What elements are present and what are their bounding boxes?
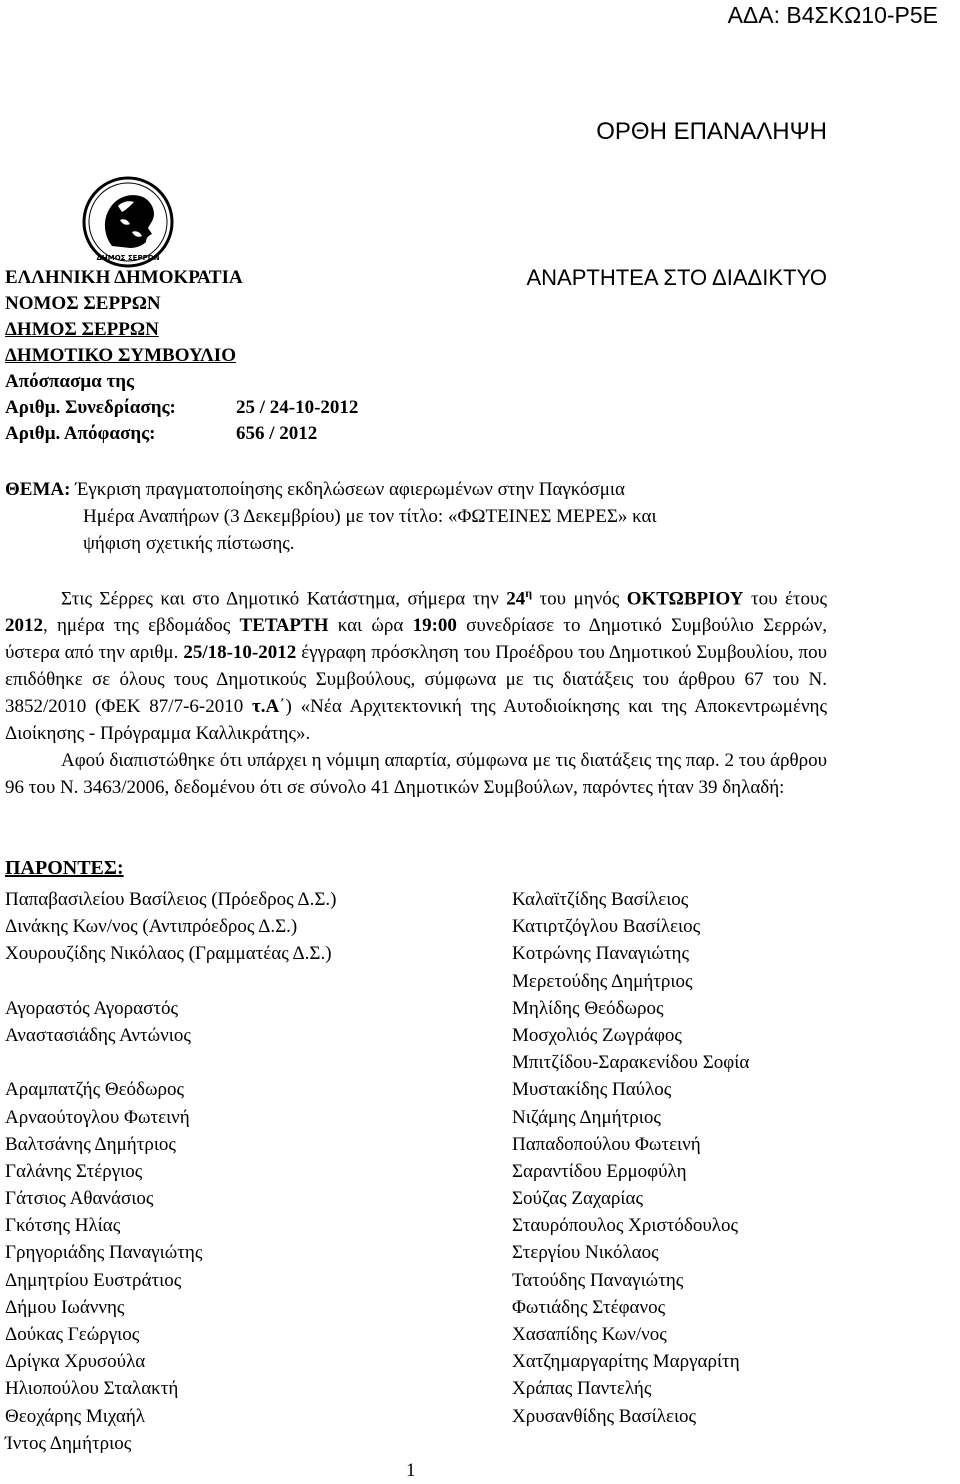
member-name: Χράπας Παντελής <box>512 1378 652 1400</box>
subject-block <box>5 476 825 557</box>
council-name: ΔΗΜΟΤΙΚΟ ΣΥΜΒΟΥΛΙΟ <box>5 345 236 366</box>
member-name: Κοτρώνης Παναγιώτης <box>512 943 689 965</box>
decision-line <box>5 421 358 447</box>
member-name: Βαλτσάνης Δημήτριος <box>5 1133 176 1155</box>
member-name: Μοσχολιός Ζωγράφος <box>512 1024 682 1046</box>
member-name: Μερετούδης Δημήτριος <box>512 970 693 992</box>
member-name: Αναστασιάδης Αντώνιος <box>5 1024 191 1046</box>
member-name: Δινάκης Κων/νος (Αντιπρόεδρος Δ.Σ.) <box>5 916 298 938</box>
member-name: Γαλάνης Στέργιος <box>5 1160 143 1182</box>
member-name: Θεοχάρης Μιχαήλ <box>5 1405 145 1427</box>
member-name: Αραμπατζής Θεόδωρος <box>5 1079 185 1101</box>
present-title: ΠΑΡΟΝΤΕΣ: <box>5 857 124 879</box>
subject-label: ΘΕΜΑ: <box>5 479 71 500</box>
present-list-left <box>5 886 337 1457</box>
document-header <box>5 265 358 447</box>
member-name: Γκότσης Ηλίας <box>5 1215 121 1237</box>
member-name: Ίντος Δημήτριος <box>5 1432 132 1454</box>
member-name: Αρναούτογλου Φωτεινή <box>5 1106 190 1128</box>
member-name: Δρίγκα Χρυσούλα <box>5 1351 146 1373</box>
member-name: Χατζημαργαρίτης Μαργαρίτη <box>512 1351 740 1373</box>
republic-name: ΕΛΛΗΝΙΚΗ ΔΗΜΟΚΡΑΤΙΑ <box>5 267 243 288</box>
member-name: Χασαπίδης Κων/νος <box>512 1324 667 1345</box>
decision-value: 656 / 2012 <box>236 423 318 444</box>
member-name <box>5 968 337 995</box>
member-name: Γάτσιος Αθανάσιος <box>5 1188 154 1210</box>
online-publish-label: ΑΝΑΡΤΗΤΕΑ ΣΤΟ ΔΙΑΔΙΚΤΥΟ <box>526 265 827 290</box>
member-name: Χρυσανθίδης Βασίλειος <box>512 1405 697 1427</box>
municipality-name: ΔΗΜΟΣ ΣΕΡΡΩΝ <box>5 319 159 340</box>
member-name: Μυστακίδης Παύλος <box>512 1079 672 1101</box>
subject-line-2: Ημέρα Αναπήρων (3 Δεκεμβρίου) με τον τίτλο: «ΦΩΤΕΙΝΕΣ ΜΕΡΕΣ» και <box>83 506 657 527</box>
present-list-right <box>512 886 749 1430</box>
member-name: Δούκας Γεώργιος <box>5 1324 140 1345</box>
member-name: Παπαδοπούλου Φωτεινή <box>512 1133 701 1155</box>
member-name: Μηλίδης Θεόδωρος <box>512 997 664 1019</box>
member-name: Αγοραστός Αγοραστός <box>5 997 178 1019</box>
member-name: Στεργίου Νικόλαος <box>512 1242 659 1264</box>
municipality-emblem-icon <box>82 176 174 268</box>
member-name: Δήμου Ιωάννης <box>5 1296 125 1318</box>
subject-line-3: ψήφιση σχετικής πίστωσης. <box>83 533 295 554</box>
member-name: Παπαβασιλείου Βασίλειος (Πρόεδρος Δ.Σ.) <box>5 889 337 910</box>
member-name: Γρηγοριάδης Παναγιώτης <box>5 1242 203 1264</box>
member-name: Ηλιοπούλου Σταλακτή <box>5 1378 179 1400</box>
member-name: Σαραντίδου Ερμοφύλη <box>512 1160 687 1182</box>
member-name: Δημητρίου Ευστράτιος <box>5 1269 182 1291</box>
excerpt-label: Απόσπασμα της <box>5 371 135 392</box>
subject-line-1: ΘΕΜΑ: Έγκριση πραγματοποίησης εκδηλώσεων αφιερωμένων στην Παγκόσμια <box>5 479 625 500</box>
member-name: Φωτιάδης Στέφανος <box>512 1296 666 1318</box>
decision-label: Αριθμ. Απόφασης: <box>5 423 156 444</box>
member-name: Κατιρτζόγλου Βασίλειος <box>512 916 701 938</box>
minutes-body <box>5 580 827 801</box>
member-name: Σούζας Ζαχαρίας <box>512 1188 643 1210</box>
session-line <box>5 395 358 421</box>
member-name <box>5 1049 337 1076</box>
prefecture-name: ΝΟΜΟΣ ΣΕΡΡΩΝ <box>5 293 161 314</box>
quorum-paragraph: Αφού διαπιστώθηκε ότι υπάρχει η νόμιμη απαρτία, σύμφωνα με τις διατάξεις της παρ. 2 του άρθρου 96 του Ν. 3463/2006, δεδομένου ότι σε σύνολο 41 Δημοτικών Συμβούλων, παρόντες ήταν 39 δηλαδή: <box>5 750 827 799</box>
member-name: Μπιτζίδου-Σαρακενίδου Σοφία <box>512 1052 750 1074</box>
member-name: Καλαϊτζίδης Βασίλειος <box>512 889 689 910</box>
member-name: Χουρουζίδης Νικόλαος (Γραμματέας Δ.Σ.) <box>5 943 332 965</box>
page-number: 1 <box>406 1460 416 1481</box>
session-paragraph: Στις Σέρρες και στο Δημοτικό Κατάστημα, σήμερα την $24^\eta$ του μηνός ΟΚΤΩΒΡΙΟΥ του έτους 2012, ημέρα της εβδομάδος ΤΕΤΑΡΤΗ και ώρα 19:00 συνεδρίασε το Δημοτικό Συμβούλιο Σερρών, ύστερα από την αριθμ. 25/18-10-2012 έγγραφη πρόσκληση του Προέδρου του Δημοτικού Συμβουλίου, που επιδόθηκε σε όλους τους Δημοτικούς Συμβούλους, σύμφωνα με τις διατάξεις του άρθρου 67 του Ν. 3852/2010 (ΦΕΚ 87/7-6-2010 τ.Α΄) «Νέα Αρχιτεκτονική της Αυτοδιοίκησης και της Αποκεντρωμένης Διοίκησης - Πρόγραμμα Καλλικράτης». <box>5 586 828 745</box>
member-name: Νιζάμης Δημήτριος <box>512 1106 661 1128</box>
emblem-text: ΔΗΜΟΣ ΣΕΡΡΩΝ <box>96 254 160 262</box>
session-label: Αριθμ. Συνεδρίασης: <box>5 397 176 418</box>
ada-code: ΑΔΑ: Β4ΣΚΩ10-Ρ5Ε <box>727 2 938 28</box>
session-value: 25 / 24-10-2012 <box>236 397 359 418</box>
member-name: Σταυρόπουλος Χριστόδουλος <box>512 1215 738 1237</box>
member-name: Τατούδης Παναγιώτης <box>512 1269 684 1291</box>
correction-label: ΟΡΘΗ ΕΠΑΝΑΛΗΨΗ <box>596 118 827 145</box>
